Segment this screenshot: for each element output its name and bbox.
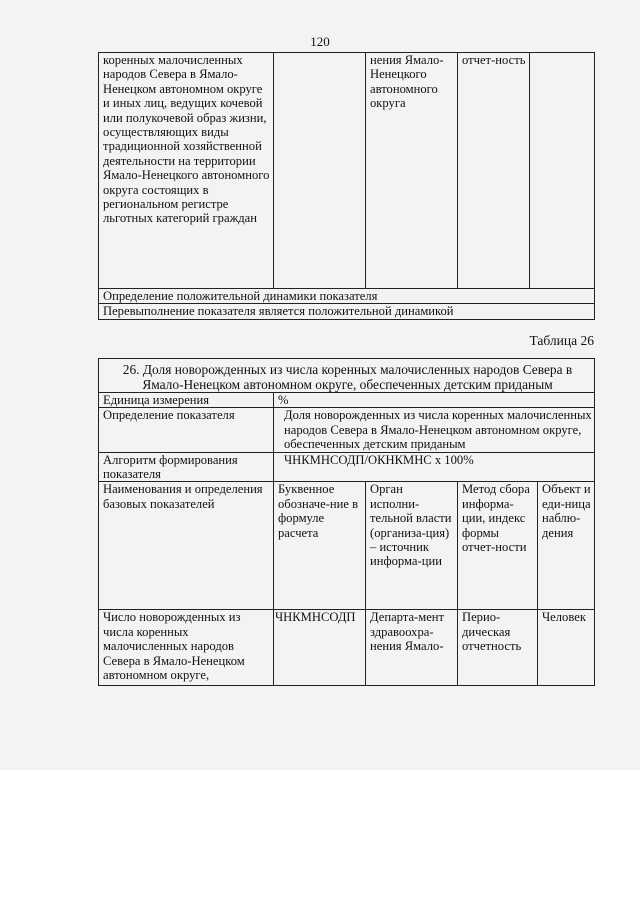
table-cell: Департа-мент здравоохра-нения Ямало- <box>366 610 458 686</box>
continued-table <box>98 52 595 320</box>
table-cell: Определение положительной динамики показателя <box>99 289 595 304</box>
table-cell: отчет-ность <box>458 53 530 289</box>
table-caption: Таблица 26 <box>529 333 594 348</box>
indicator-table-26 <box>98 358 595 686</box>
table-cell: Человек <box>538 610 595 686</box>
table-cell <box>274 53 366 289</box>
table-cell: Алгоритм формирования показателя <box>99 452 274 482</box>
table-cell: ЧНКМНСОДП/ОКНКМНС х 100% <box>274 452 595 482</box>
table-cell: коренных малочисленных народов Севера в Ямало-Ненецком автономном округе и иных лиц, ведущих кочевой или полукочевой образ жизни, осуществляющих виды традиционной хозяйственной деятельности на территории Ямало-Ненецкого автономного округа состоящих в региональном регистре льготных категорий граждан <box>99 53 274 289</box>
page-number: 120 <box>310 34 330 49</box>
table-cell: ЧНКМНСОДП <box>274 610 366 686</box>
table-cell: нения Ямало-Ненецкого автономного округа <box>366 53 458 289</box>
table-cell: Определение показателя <box>99 408 274 452</box>
table-cell: Орган исполни-тельной власти (организа-ция) – источник информа-ции <box>366 482 458 610</box>
table-cell: Число новорожденных из числа коренных малочисленных народов Севера в Ямало-Ненецком автономном округе, <box>99 610 274 686</box>
table-cell: Единица измерения <box>99 393 274 408</box>
table-cell: % <box>274 393 595 408</box>
table-cell: Метод сбора информа-ции, индекс формы отчет-ности <box>458 482 538 610</box>
table-cell: Перио-дическая отчетность <box>458 610 538 686</box>
table-cell: Объект и еди-ница наблю-дения <box>538 482 595 610</box>
table-row <box>99 452 595 482</box>
table-title: 26. Доля новорожденных из числа коренных малочисленных народов Севера в Ямало-Ненецком автономном округе, обеспеченных детским приданым <box>99 359 595 393</box>
table-cell <box>530 53 595 289</box>
table-cell: Буквенное обозначе-ние в формуле расчета <box>274 482 366 610</box>
table-row <box>99 393 595 408</box>
table-row <box>99 482 595 610</box>
table-row <box>99 610 595 686</box>
table-row <box>99 304 595 319</box>
table-row <box>99 359 595 393</box>
table-cell: Наименования и определения базовых показателей <box>99 482 274 610</box>
table-row <box>99 53 595 289</box>
table-cell: Перевыполнение показателя является положительной динамикой <box>99 304 595 319</box>
table-row <box>99 408 595 452</box>
table-row <box>99 289 595 304</box>
table-cell: Доля новорожденных из числа коренных малочисленных народов Севера в Ямало-Ненецком автономном округе, обеспеченных детским приданым <box>274 408 595 452</box>
